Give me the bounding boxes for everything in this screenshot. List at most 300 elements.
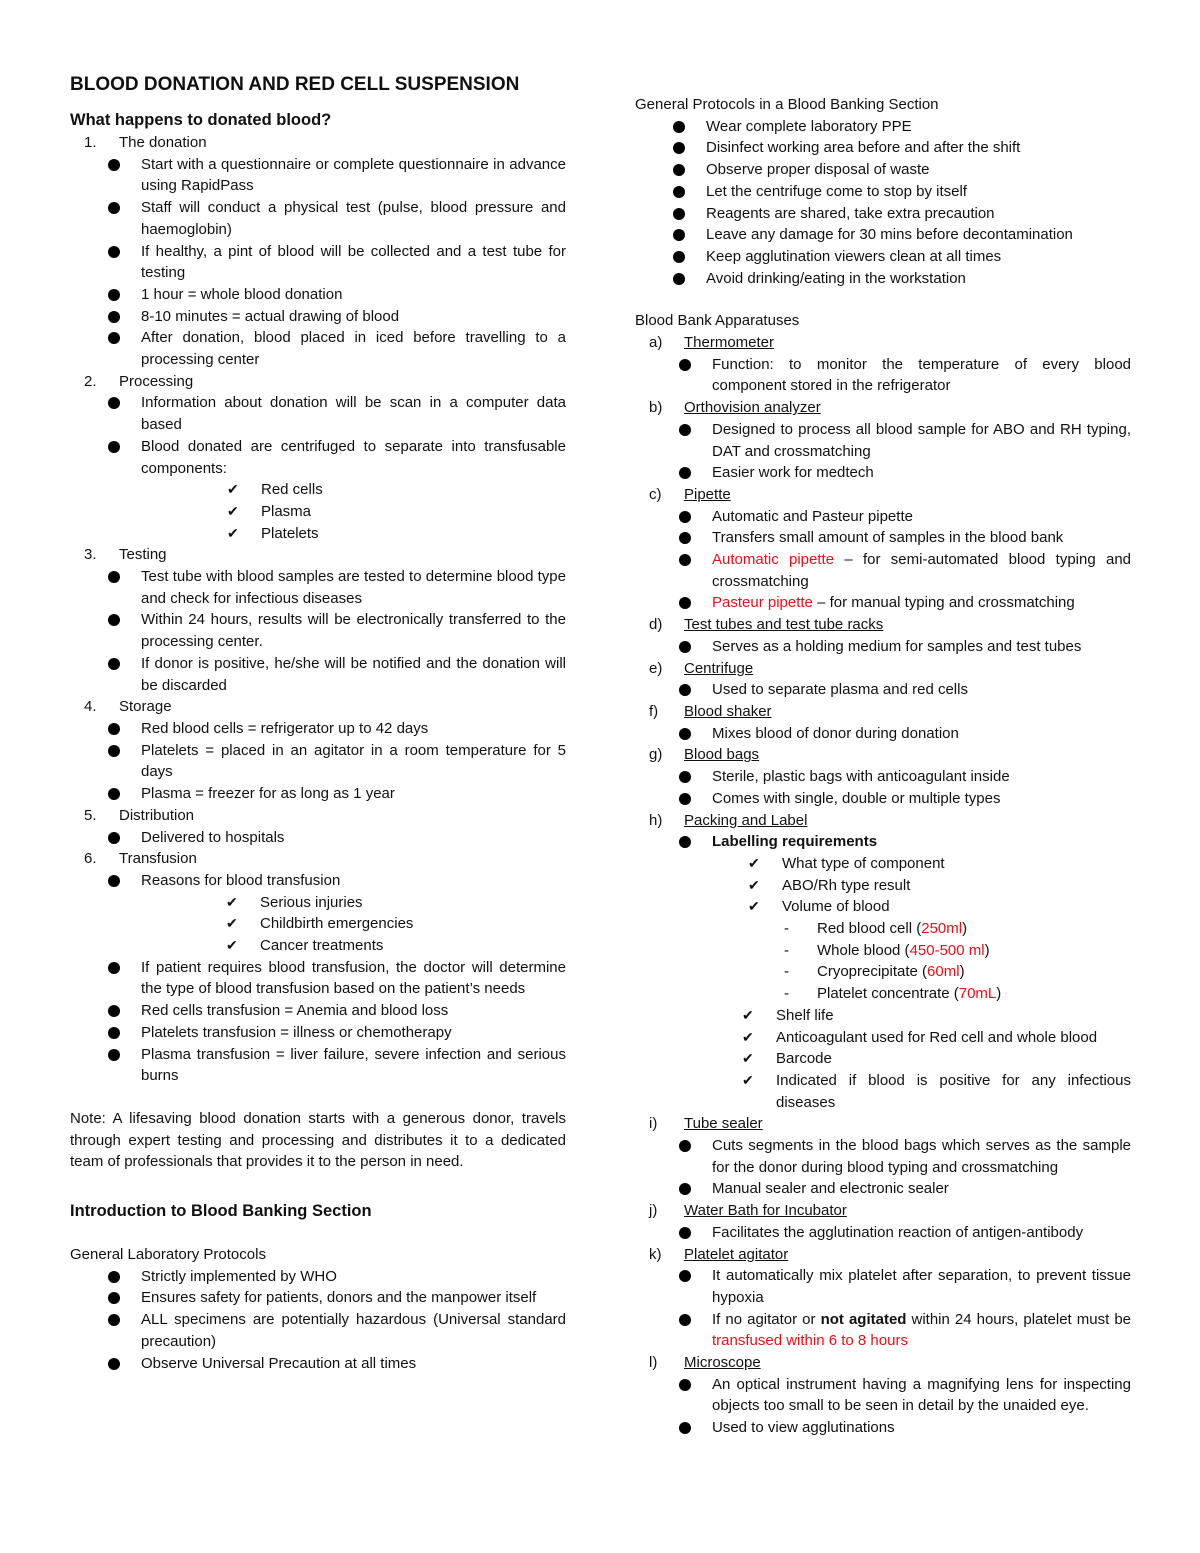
bullet-icon bbox=[679, 641, 691, 653]
bullet-text: Let the centrifuge come to stop by itself bbox=[706, 182, 967, 200]
apparatus-name: Microscope bbox=[684, 1354, 761, 1372]
check-icon: ✔ bbox=[742, 1006, 754, 1023]
apparatus-list bbox=[635, 614, 1131, 636]
bullet-icon bbox=[108, 571, 120, 583]
bullet-text: Used to separate plasma and red cells bbox=[712, 681, 968, 699]
list-item bbox=[70, 1000, 566, 1022]
apparatus-title: Blood Bank Apparatuses bbox=[635, 312, 800, 330]
dash-icon: - bbox=[784, 985, 789, 1003]
bullet-text: If healthy, a pint of blood will be collected and a test tube for testing bbox=[141, 242, 566, 282]
reasons-checklist bbox=[70, 892, 566, 957]
list-item bbox=[635, 983, 1131, 1005]
apparatus-bullets bbox=[635, 831, 1131, 1113]
apparatus-bullets bbox=[635, 636, 1131, 658]
list-item bbox=[635, 896, 1131, 1005]
list-item bbox=[635, 961, 1131, 983]
apparatus-list bbox=[635, 744, 1131, 766]
check-text: Serious injuries bbox=[260, 893, 363, 911]
apparatus-bullets bbox=[635, 1374, 1131, 1439]
bullet-icon bbox=[108, 788, 120, 800]
bullet-text: Serves as a holding medium for samples and test tubes bbox=[712, 637, 1082, 655]
check-text: Red cells bbox=[261, 481, 323, 499]
list-item bbox=[70, 653, 566, 696]
donation-bullets bbox=[70, 154, 566, 371]
bullet-text: Keep agglutination viewers clean at all times bbox=[706, 247, 1002, 265]
bullet-text: Observe proper disposal of waste bbox=[706, 161, 930, 179]
list-item bbox=[70, 241, 566, 284]
transfusion-bullets bbox=[70, 870, 566, 1087]
bullet-text: Observe Universal Precaution at all times bbox=[141, 1354, 417, 1372]
volume-text: Platelet concentrate ( bbox=[817, 985, 959, 1003]
bullet-text: Used to view agglutinations bbox=[712, 1419, 895, 1437]
apparatus-orthovision bbox=[635, 397, 1131, 419]
bullet-icon bbox=[679, 728, 691, 740]
check-text: Childbirth emergencies bbox=[260, 915, 414, 933]
bullet-text: Leave any damage for 30 mins before decontamination bbox=[706, 226, 1073, 244]
bullet-icon bbox=[108, 441, 120, 453]
check-text: Indicated if blood is positive for any infectious diseases bbox=[776, 1071, 1131, 1111]
apparatus-blood-bags bbox=[635, 744, 1131, 766]
bullet-icon bbox=[679, 359, 691, 371]
bullet-text: Easier work for medtech bbox=[712, 464, 874, 482]
list-item bbox=[70, 740, 566, 783]
apparatus-name: Test tubes and test tube racks bbox=[684, 616, 884, 634]
apparatus-microscope bbox=[635, 1352, 1131, 1374]
donation-steps bbox=[70, 544, 566, 566]
step-testing bbox=[70, 544, 566, 566]
bullet-text: After donation, blood placed in iced before travelling to a processing center bbox=[141, 329, 566, 369]
item-letter: a) bbox=[649, 334, 663, 352]
check-text: Plasma bbox=[261, 502, 312, 520]
bullet-icon bbox=[108, 246, 120, 258]
list-item bbox=[635, 549, 1131, 592]
bullet-text: Platelets = placed in an agitator in a room temperature for 5 days bbox=[141, 741, 566, 781]
item-letter: e) bbox=[649, 659, 663, 677]
bullet-icon bbox=[679, 1422, 691, 1434]
bullet-text: Reagents are shared, take extra precaution bbox=[706, 204, 995, 222]
bullet-icon bbox=[673, 273, 685, 285]
list-item bbox=[70, 827, 566, 849]
list-item bbox=[635, 1374, 1131, 1417]
bullet-icon bbox=[673, 229, 685, 241]
bullet-icon bbox=[679, 511, 691, 523]
apparatus-name: Pipette bbox=[684, 485, 731, 503]
bullet-text: Disinfect working area before and after the shift bbox=[706, 139, 1021, 157]
list-item bbox=[635, 354, 1131, 397]
list-item bbox=[70, 436, 566, 545]
page-title: BLOOD DONATION AND RED CELL SUSPENSION bbox=[70, 74, 520, 95]
bullet-icon bbox=[679, 1140, 691, 1152]
bb-protocols-title: General Protocols in a Blood Banking Section bbox=[635, 96, 939, 113]
right-column bbox=[635, 94, 1131, 1439]
lab-protocols-title: General Laboratory Protocols bbox=[70, 1246, 266, 1264]
list-item bbox=[70, 718, 566, 740]
donation-steps bbox=[70, 696, 566, 718]
bullet-text: Automatic and Pasteur pipette bbox=[712, 507, 913, 525]
list-item bbox=[70, 1309, 566, 1352]
apparatus-list bbox=[635, 1244, 1131, 1266]
apparatus-water-bath bbox=[635, 1200, 1131, 1222]
check-text: Shelf life bbox=[776, 1006, 834, 1024]
apparatus-packing-label bbox=[635, 810, 1131, 832]
check-icon: ✔ bbox=[227, 502, 239, 519]
check-icon: ✔ bbox=[742, 1071, 754, 1088]
list-item bbox=[635, 679, 1131, 701]
list-item bbox=[635, 636, 1131, 658]
apparatus-name: Centrifuge bbox=[684, 659, 754, 677]
list-item bbox=[70, 913, 566, 935]
step-label: Transfusion bbox=[119, 850, 197, 868]
bullet-icon bbox=[679, 467, 691, 479]
check-text: Anticoagulant used for Red cell and whole blood bbox=[776, 1028, 1098, 1046]
list-item bbox=[635, 224, 1131, 246]
bullet-text: – for manual typing and crossmatching bbox=[812, 594, 1075, 612]
bullet-text: If no agitator or bbox=[712, 1310, 821, 1328]
bullet-text: – for semi-automated blood typing and crossmatching bbox=[712, 551, 1132, 590]
apparatus-list bbox=[635, 1200, 1131, 1222]
list-item bbox=[70, 1353, 566, 1375]
apparatus-name: Blood bags bbox=[684, 746, 760, 764]
volume-value: 60ml bbox=[927, 963, 960, 981]
bullet-text: Mixes blood of donor during donation bbox=[712, 724, 959, 742]
bullet-text: Designed to process all blood sample for ABO and RH typing, DAT and crossmatching bbox=[712, 420, 1131, 460]
check-text: Platelets bbox=[261, 524, 319, 542]
bullet-icon bbox=[108, 745, 120, 757]
apparatus-bullets bbox=[635, 1265, 1131, 1352]
step-number: 4. bbox=[84, 698, 97, 716]
list-item bbox=[70, 1044, 566, 1087]
apparatus-name: Orthovision analyzer bbox=[684, 399, 821, 417]
bullet-text: Plasma transfusion = liver failure, severe infection and serious burns bbox=[141, 1045, 566, 1085]
bullet-icon bbox=[108, 875, 120, 887]
list-item bbox=[635, 1048, 1131, 1070]
bullet-text: Function: to monitor the temperature of every blood component stored in the refrigerator bbox=[712, 355, 1131, 395]
bullet-icon bbox=[679, 1183, 691, 1195]
check-text: Volume of blood bbox=[782, 898, 890, 916]
bullet-icon bbox=[679, 554, 691, 566]
bullet-icon bbox=[679, 1379, 691, 1391]
label-checklist bbox=[635, 853, 1131, 1113]
apparatus-bullets bbox=[635, 354, 1131, 397]
apparatus-list bbox=[635, 332, 1131, 354]
section-heading-blood-banking: Introduction to Blood Banking Section bbox=[70, 1202, 372, 1221]
left-column bbox=[70, 72, 566, 1374]
list-item bbox=[70, 783, 566, 805]
bullet-text: Within 24 hours, results will be electronically transferred to the processing center. bbox=[141, 611, 566, 651]
list-item bbox=[635, 766, 1131, 788]
bullet-text: Cuts segments in the blood bags which serves as the sample for the donor during blood typing and crossmatching bbox=[712, 1137, 1131, 1176]
apparatus-list bbox=[635, 484, 1131, 506]
bullet-icon bbox=[679, 793, 691, 805]
bullet-icon bbox=[679, 1227, 691, 1239]
bullet-icon bbox=[108, 1027, 120, 1039]
list-item bbox=[70, 1287, 566, 1309]
volume-text: Cryoprecipitate ( bbox=[817, 963, 928, 981]
lab-protocols-list bbox=[70, 1266, 566, 1375]
check-icon: ✔ bbox=[227, 524, 239, 541]
step-donation bbox=[70, 132, 566, 154]
list-item bbox=[635, 875, 1131, 897]
apparatus-thermometer bbox=[635, 332, 1131, 354]
apparatus-bullets bbox=[635, 766, 1131, 809]
volume-text: Whole blood ( bbox=[817, 941, 910, 959]
step-number: 2. bbox=[84, 372, 97, 390]
bullet-text: If donor is positive, he/she will be notified and the donation will be discarded bbox=[141, 654, 566, 694]
list-item bbox=[70, 1022, 566, 1044]
bb-protocols-list bbox=[635, 116, 1131, 290]
step-label: The donation bbox=[119, 134, 207, 151]
volume-text: ) bbox=[962, 920, 968, 938]
bullet-icon bbox=[108, 1271, 120, 1283]
bullet-icon bbox=[108, 289, 120, 301]
apparatus-name: Water Bath for Incubator bbox=[684, 1202, 847, 1220]
step-number: 5. bbox=[84, 806, 97, 824]
bullet-text: Facilitates the agglutination reaction of antigen-antibody bbox=[712, 1223, 1084, 1241]
bullet-icon bbox=[673, 164, 685, 176]
check-icon: ✔ bbox=[226, 915, 238, 932]
list-item bbox=[70, 892, 566, 914]
bullet-text: An optical instrument having a magnifying lens for inspecting objects too small to be seen in detail by the unaided eye. bbox=[712, 1375, 1131, 1415]
step-storage bbox=[70, 696, 566, 718]
item-letter: l) bbox=[649, 1354, 658, 1372]
bullet-text: ALL specimens are potentially hazardous (Universal standard precaution) bbox=[141, 1311, 566, 1350]
bullet-icon bbox=[108, 332, 120, 344]
highlight-text: transfused within 6 to 8 hours bbox=[712, 1332, 908, 1350]
bullet-text: within 24 hours, platelet must be bbox=[906, 1310, 1131, 1328]
check-icon: ✔ bbox=[748, 898, 760, 915]
apparatus-tube-sealer bbox=[635, 1113, 1131, 1135]
list-item bbox=[635, 527, 1131, 549]
item-letter: k) bbox=[649, 1245, 662, 1263]
list-item bbox=[635, 246, 1131, 268]
bullet-text: Avoid drinking/eating in the workstation bbox=[706, 269, 966, 287]
list-item bbox=[635, 1417, 1131, 1439]
list-item bbox=[635, 1027, 1131, 1049]
bullet-text: Ensures safety for patients, donors and the manpower itself bbox=[141, 1289, 537, 1307]
bullet-icon bbox=[108, 658, 120, 670]
item-letter: h) bbox=[649, 811, 663, 829]
bullet-text: Platelets transfusion = illness or chemotherapy bbox=[141, 1023, 452, 1041]
step-number: 6. bbox=[84, 850, 97, 868]
bullet-text: Labelling requirements bbox=[712, 833, 878, 851]
list-item bbox=[635, 137, 1131, 159]
check-icon: ✔ bbox=[227, 481, 239, 498]
item-letter: f) bbox=[649, 702, 659, 720]
list-item bbox=[141, 479, 566, 501]
apparatus-name: Platelet agitator bbox=[684, 1245, 789, 1263]
item-letter: b) bbox=[649, 399, 663, 417]
bullet-icon bbox=[679, 684, 691, 696]
bullet-text: Staff will conduct a physical test (pulse, blood pressure and haemoglobin) bbox=[141, 199, 566, 238]
distribution-bullets bbox=[70, 827, 566, 849]
bullet-icon bbox=[108, 1049, 120, 1061]
apparatus-list bbox=[635, 658, 1131, 680]
step-number: 3. bbox=[84, 546, 97, 564]
bullet-icon bbox=[108, 832, 120, 844]
dash-icon: - bbox=[784, 963, 789, 981]
apparatus-name: Tube sealer bbox=[684, 1115, 763, 1133]
list-item bbox=[635, 831, 1131, 1113]
bullet-text: Information about donation will be scan in a computer data based bbox=[141, 394, 566, 434]
list-item bbox=[70, 870, 566, 957]
bullet-text: Transfers small amount of samples in the blood bank bbox=[712, 529, 1064, 547]
apparatus-bullets bbox=[635, 679, 1131, 701]
item-letter: i) bbox=[649, 1115, 658, 1133]
bold-text: not agitated bbox=[820, 1310, 907, 1328]
storage-bullets bbox=[70, 718, 566, 805]
check-icon: ✔ bbox=[748, 854, 760, 871]
volume-text: ) bbox=[959, 963, 965, 981]
list-item bbox=[70, 154, 566, 197]
donation-steps bbox=[70, 371, 566, 393]
bullet-text: Reasons for blood transfusion bbox=[141, 871, 341, 889]
item-letter: g) bbox=[649, 746, 663, 764]
volume-value: 450-500 ml bbox=[909, 941, 985, 959]
donation-steps bbox=[70, 805, 566, 827]
apparatus-test-tubes bbox=[635, 614, 1131, 636]
bullet-icon bbox=[108, 202, 120, 214]
list-item bbox=[70, 566, 566, 609]
list-item bbox=[635, 1005, 1131, 1027]
apparatus-pipette bbox=[635, 484, 1131, 506]
list-item bbox=[70, 609, 566, 652]
list-item bbox=[635, 592, 1131, 614]
bullet-text: 1 hour = whole blood donation bbox=[141, 285, 343, 303]
list-item bbox=[635, 159, 1131, 181]
apparatus-list bbox=[635, 1352, 1131, 1374]
dash-icon: - bbox=[784, 920, 789, 938]
section-heading-donated-blood: What happens to donated blood? bbox=[70, 111, 332, 129]
bullet-icon bbox=[679, 1314, 691, 1326]
bullet-icon bbox=[673, 142, 685, 154]
apparatus-list bbox=[635, 701, 1131, 723]
bullet-icon bbox=[108, 1292, 120, 1304]
bullet-text: Red cells transfusion = Anemia and blood loss bbox=[141, 1002, 449, 1020]
apparatus-list bbox=[635, 397, 1131, 419]
list-item bbox=[635, 1178, 1131, 1200]
check-icon: ✔ bbox=[742, 1028, 754, 1045]
check-icon: ✔ bbox=[226, 937, 238, 954]
bullet-text: Test tube with blood samples are tested to determine blood type and check for infectious diseases bbox=[141, 568, 566, 607]
list-item bbox=[141, 501, 566, 523]
list-item bbox=[635, 1222, 1131, 1244]
list-item bbox=[70, 284, 566, 306]
donation-steps bbox=[70, 848, 566, 870]
bullet-text: Delivered to hospitals bbox=[141, 828, 285, 846]
check-icon: ✔ bbox=[748, 876, 760, 893]
processing-bullets bbox=[70, 392, 566, 544]
list-item bbox=[141, 523, 566, 545]
apparatus-centrifuge bbox=[635, 658, 1131, 680]
check-icon: ✔ bbox=[742, 1050, 754, 1067]
spacer bbox=[635, 289, 1131, 310]
list-item bbox=[635, 116, 1131, 138]
item-letter: c) bbox=[649, 485, 662, 503]
bullet-text: If patient requires blood transfusion, the doctor will determine the type of blood transfusion based on the patient’s needs bbox=[141, 958, 566, 998]
bullet-icon bbox=[108, 311, 120, 323]
donation-steps bbox=[70, 132, 566, 154]
bullet-text: Comes with single, double or multiple types bbox=[712, 789, 1001, 807]
bullet-icon bbox=[679, 771, 691, 783]
bullet-text: Sterile, plastic bags with anticoagulant inside bbox=[712, 768, 1010, 786]
item-letter: d) bbox=[649, 616, 663, 634]
apparatus-blood-shaker bbox=[635, 701, 1131, 723]
bullet-text: Manual sealer and electronic sealer bbox=[712, 1180, 949, 1198]
list-item bbox=[635, 1070, 1131, 1113]
apparatus-list bbox=[635, 810, 1131, 832]
bullet-icon bbox=[673, 251, 685, 263]
volume-value: 250ml bbox=[921, 920, 963, 938]
bullet-icon bbox=[673, 121, 685, 133]
step-number: 1. bbox=[84, 134, 97, 151]
step-label: Storage bbox=[119, 698, 172, 716]
step-label: Processing bbox=[119, 372, 194, 390]
list-item bbox=[635, 940, 1131, 962]
list-item bbox=[70, 306, 566, 328]
list-item bbox=[635, 1309, 1131, 1352]
bullet-icon bbox=[108, 1314, 120, 1326]
item-letter: j) bbox=[649, 1202, 658, 1220]
dash-icon: - bbox=[784, 941, 789, 959]
bullet-text: Blood donated are centrifuged to separate into transfusable components: bbox=[141, 437, 566, 477]
bullet-text: Plasma = freezer for as long as 1 year bbox=[141, 785, 395, 803]
bullet-icon bbox=[108, 723, 120, 735]
volume-text: ) bbox=[984, 941, 990, 959]
list-item bbox=[70, 935, 566, 957]
highlight-text: Automatic pipette bbox=[712, 551, 835, 569]
bullet-text: 8-10 minutes = actual drawing of blood bbox=[141, 307, 400, 325]
highlight-text: Pasteur pipette bbox=[712, 594, 813, 612]
bullet-icon bbox=[108, 1358, 120, 1370]
spacer bbox=[70, 1223, 566, 1244]
step-label: Testing bbox=[119, 546, 167, 564]
list-item bbox=[635, 181, 1131, 203]
bullet-icon bbox=[108, 397, 120, 409]
list-item bbox=[70, 1266, 566, 1288]
check-text: Cancer treatments bbox=[260, 937, 384, 955]
list-item bbox=[635, 506, 1131, 528]
apparatus-bullets bbox=[635, 1222, 1131, 1244]
check-text: ABO/Rh type result bbox=[782, 876, 911, 894]
check-icon: ✔ bbox=[226, 893, 238, 910]
testing-bullets bbox=[70, 566, 566, 696]
bullet-icon bbox=[679, 1270, 691, 1282]
step-label: Distribution bbox=[119, 806, 195, 824]
bullet-text: Wear complete laboratory PPE bbox=[706, 117, 912, 135]
step-processing bbox=[70, 371, 566, 393]
list-item bbox=[70, 957, 566, 1000]
note-paragraph: Note: A lifesaving blood donation starts with a generous donor, travels through expert testing and processing and distributes it to a dedicated team of professionals that provides it to the person in need. bbox=[70, 1109, 566, 1171]
check-text: What type of component bbox=[782, 854, 945, 872]
list-item bbox=[635, 723, 1131, 745]
check-text: Barcode bbox=[776, 1050, 832, 1068]
step-transfusion bbox=[70, 848, 566, 870]
bullet-icon bbox=[679, 532, 691, 544]
list-item bbox=[635, 268, 1131, 290]
bullet-icon bbox=[108, 962, 120, 974]
bullet-text: Red blood cells = refrigerator up to 42 days bbox=[141, 719, 429, 737]
list-item bbox=[70, 327, 566, 370]
apparatus-platelet-agitator bbox=[635, 1244, 1131, 1266]
component-checklist bbox=[70, 479, 566, 544]
bullet-icon bbox=[673, 186, 685, 198]
list-item bbox=[70, 392, 566, 435]
list-item bbox=[635, 462, 1131, 484]
apparatus-bullets bbox=[635, 419, 1131, 484]
bullet-icon bbox=[108, 159, 120, 171]
volume-text: Red blood cell ( bbox=[817, 920, 922, 938]
bullet-icon bbox=[679, 836, 691, 848]
